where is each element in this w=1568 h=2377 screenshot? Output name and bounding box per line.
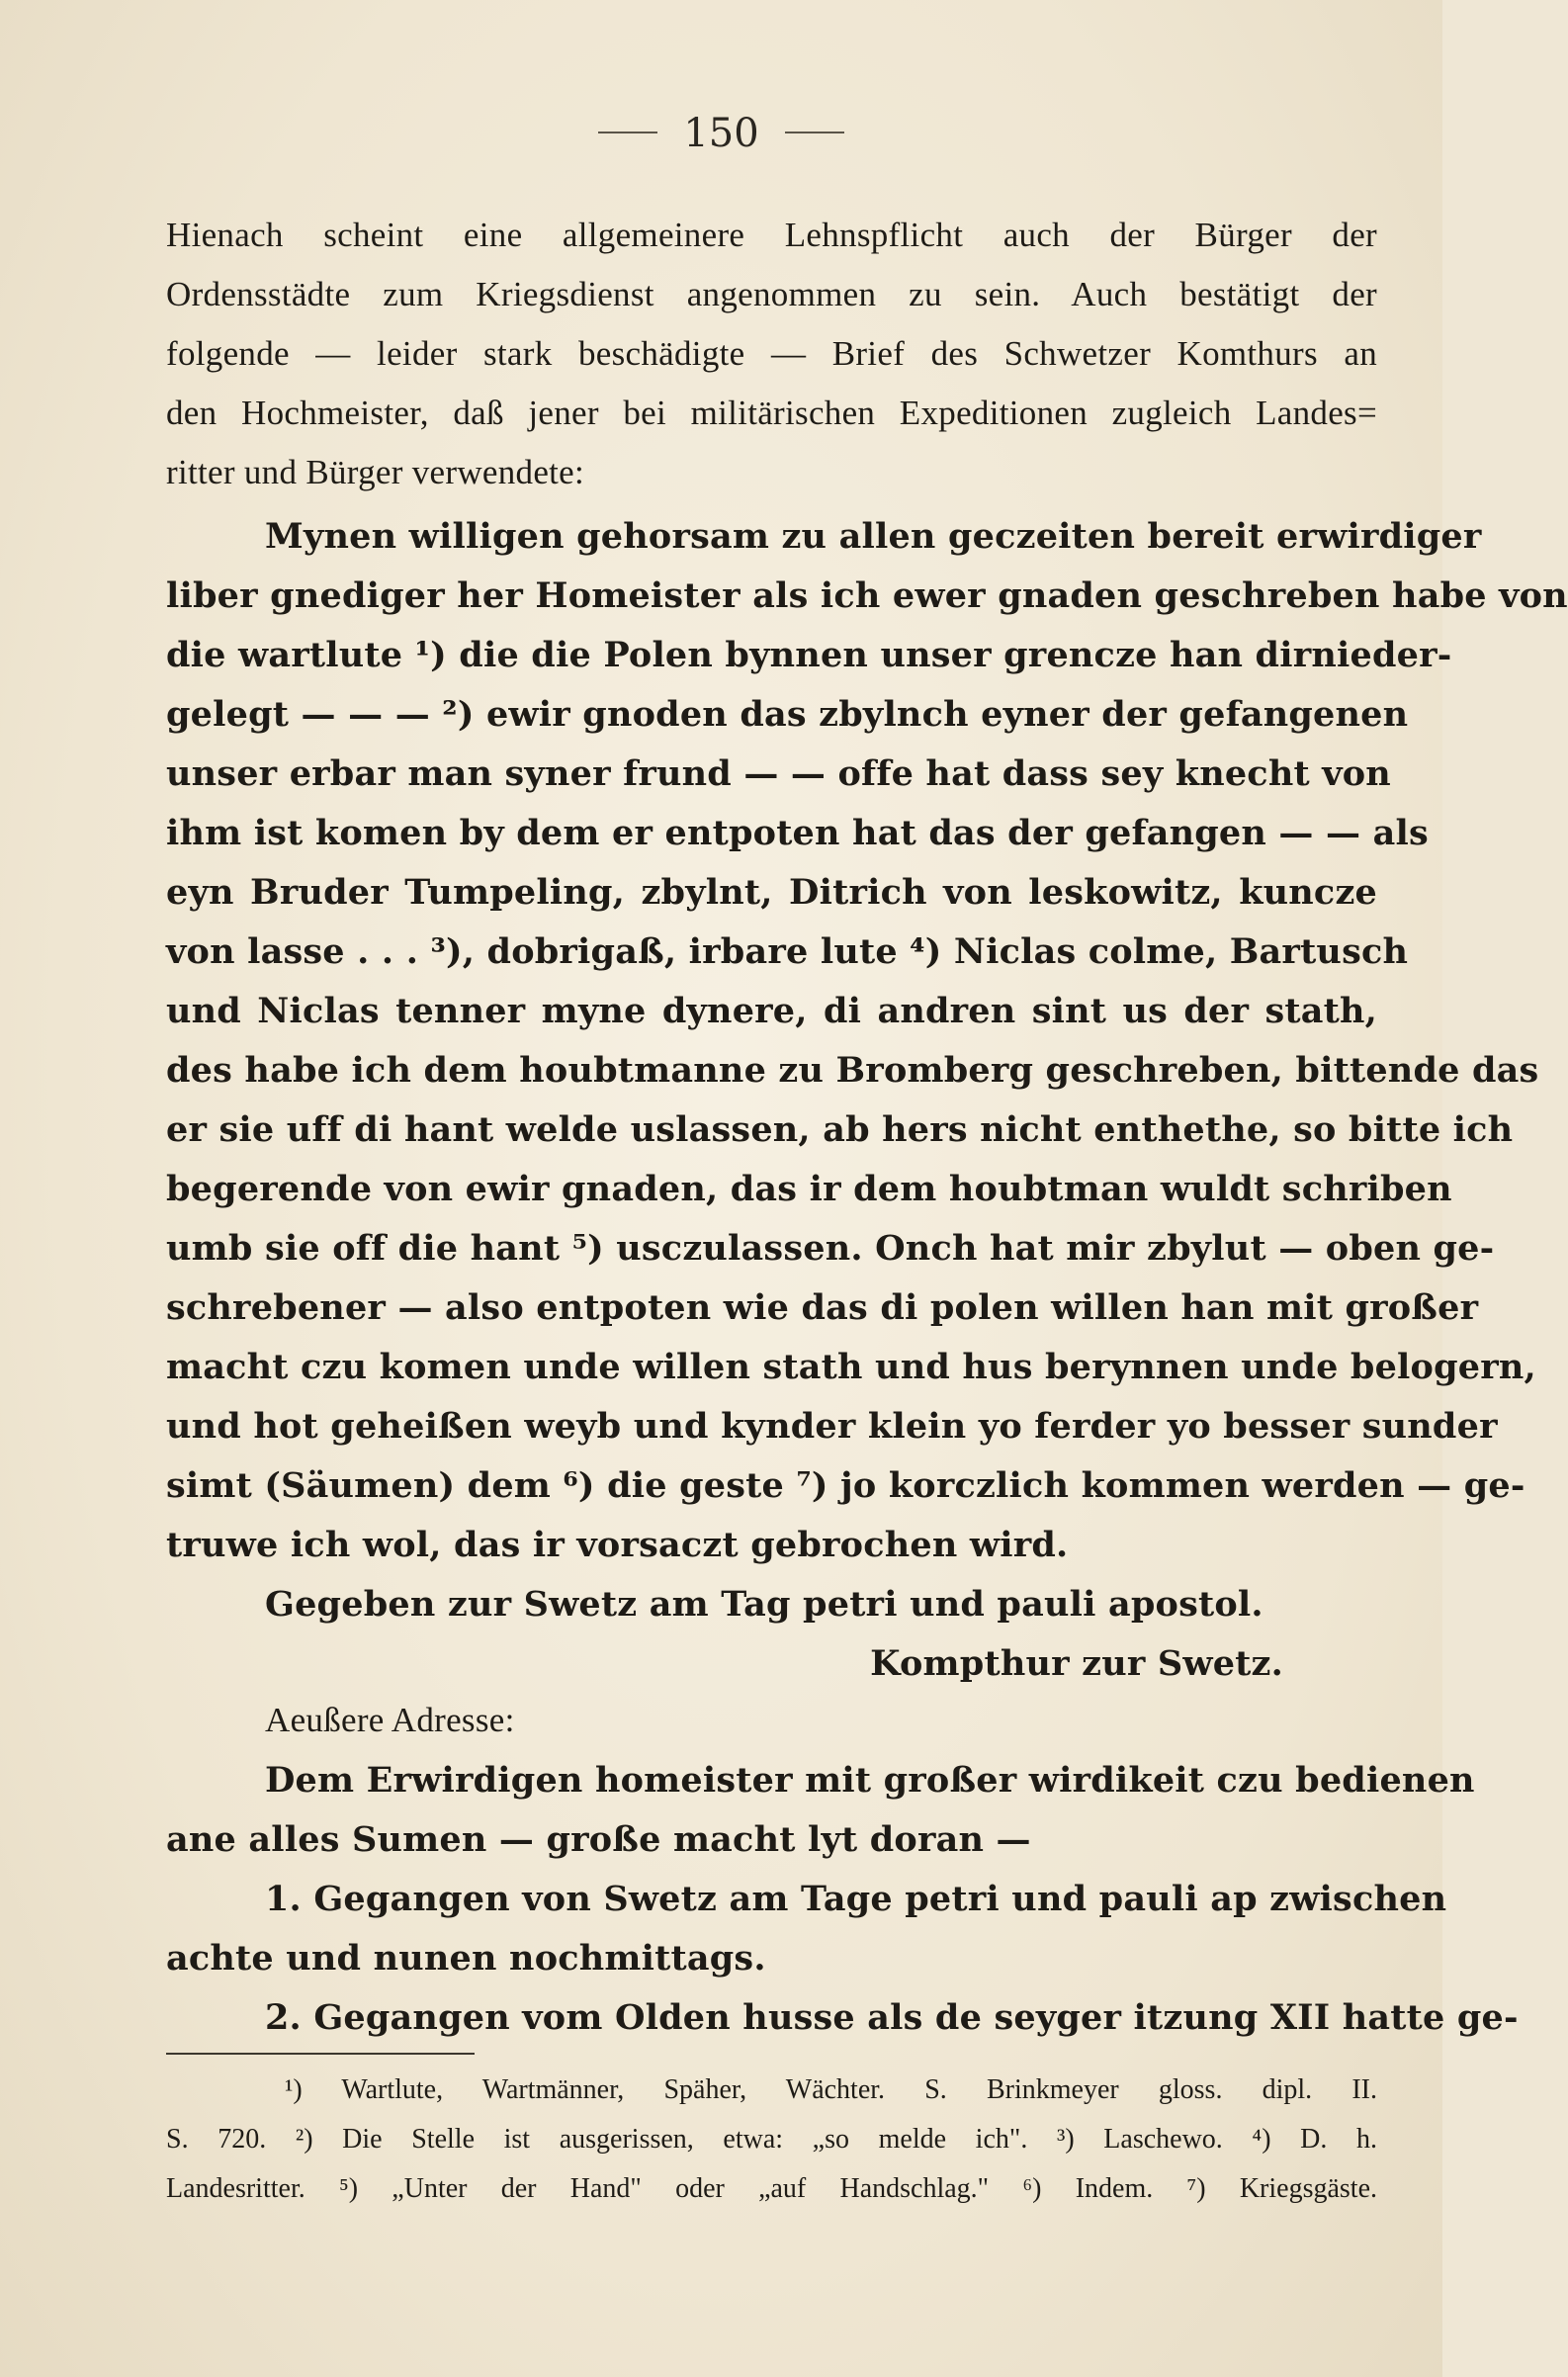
letter-line: simt (Säumen) dem ⁶) die geste ⁷) jo korczlich kommen werden — ge- — [166, 1465, 1525, 1506]
body-line: ritter und Bürger verwendete: — [166, 453, 585, 491]
note-item: 2. Gegangen vom Olden husse als de seyger itzung XII hatte ge- — [265, 1997, 1519, 2038]
letter-line: Mynen willigen gehorsam zu allen geczeiten bereit erwirdiger — [265, 516, 1482, 557]
footnote-line: S. 720. ²) Die Stelle ist ausgerissen, etwa: „so melde ich". ³) Laschewo. ⁴) D. h. — [166, 2124, 1377, 2155]
footnote-line: Landesritter. ⁵) „Unter der Hand" oder „auf Handschlag." ⁶) Indem. ⁷) Kriegsgäste. — [166, 2173, 1377, 2204]
body-line: Hienach scheint eine allgemeinere Lehnspflicht auch der Bürger der — [166, 216, 1377, 254]
letter-line: und Niclas tenner myne dynere, di andren sint us der stath, — [166, 991, 1377, 1031]
letter-line: die wartlute ¹) die die Polen bynnen unser grencze han dirnieder- — [166, 635, 1452, 675]
page-number: 150 — [683, 111, 759, 156]
letter-line: macht czu komen unde willen stath und hus berynnen unde belogern, — [166, 1347, 1536, 1387]
page-header — [0, 111, 1442, 156]
footnote-line: ¹) Wartlute, Wartmänner, Späher, Wächter. S. Brinkmeyer gloss. dipl. II. — [285, 2074, 1377, 2105]
letter-line: gelegt — — — ²) ewir gnoden das zbylnch eyner der gefangenen — [166, 694, 1409, 735]
note-item: 1. Gegangen von Swetz am Tage petri und pauli ap zwischen — [265, 1879, 1447, 1919]
footnote-rule — [166, 2053, 475, 2055]
letter-line: des habe ich dem houbtmanne zu Bromberg geschreben, bittende das — [166, 1050, 1539, 1091]
address-label: Aeußere Adresse: — [265, 1701, 515, 1739]
address-line: Dem Erwirdigen homeister mit großer wirdikeit czu bedienen — [265, 1760, 1475, 1801]
letter-line: unser erbar man syner frund — — offe hat dass sey knecht von — [166, 753, 1391, 794]
letter-line: eyn Bruder Tumpeling, zbylnt, Ditrich von leskowitz, kuncze — [166, 872, 1377, 913]
letter-line: truwe ich wol, das ir vorsaczt gebrochen wird. — [166, 1525, 1069, 1565]
letter-line: er sie uff di hant welde uslassen, ab hers nicht enthethe, so bitte ich — [166, 1109, 1514, 1150]
letter-line: schrebener — also entpoten wie das di polen willen han mit großer — [166, 1287, 1479, 1328]
body-line: den Hochmeister, daß jener bei militärischen Expeditionen zugleich Landes= — [166, 394, 1377, 432]
letter-line: ihm ist komen by dem er entpoten hat das der gefangen — — als — [166, 813, 1429, 853]
dated-line: Gegeben zur Swetz am Tag petri und pauli apostol. — [265, 1584, 1263, 1625]
letter-line: liber gnediger her Homeister als ich ewer gnaden geschreben habe von — [166, 575, 1568, 616]
address-line: ane alles Sumen — große macht lyt doran — — [166, 1819, 1031, 1860]
body-line: Ordensstädte zum Kriegsdienst angenommen zu sein. Auch bestätigt der — [166, 275, 1377, 313]
left-ornament-rule — [598, 132, 657, 133]
body-line: folgende — leider stark beschädigte — Brief des Schwetzer Komthurs an — [166, 334, 1377, 373]
letter-line: begerende von ewir gnaden, das ir dem houbtman wuldt schriben — [166, 1169, 1452, 1209]
note-item: achte und nunen nochmittags. — [166, 1938, 766, 1979]
right-ornament-rule — [785, 132, 844, 133]
letter-line: umb sie off die hant ⁵) usczulassen. Onch hat mir zbylut — oben ge- — [166, 1228, 1495, 1269]
letter-line: und hot geheißen weyb und kynder klein yo ferder yo besser sunder — [166, 1406, 1498, 1447]
letter-line: von lasse . . . ³), dobrigaß, irbare lute ⁴) Niclas colme, Bartusch — [166, 931, 1409, 972]
signature: Kompthur zur Swetz. — [870, 1643, 1283, 1684]
